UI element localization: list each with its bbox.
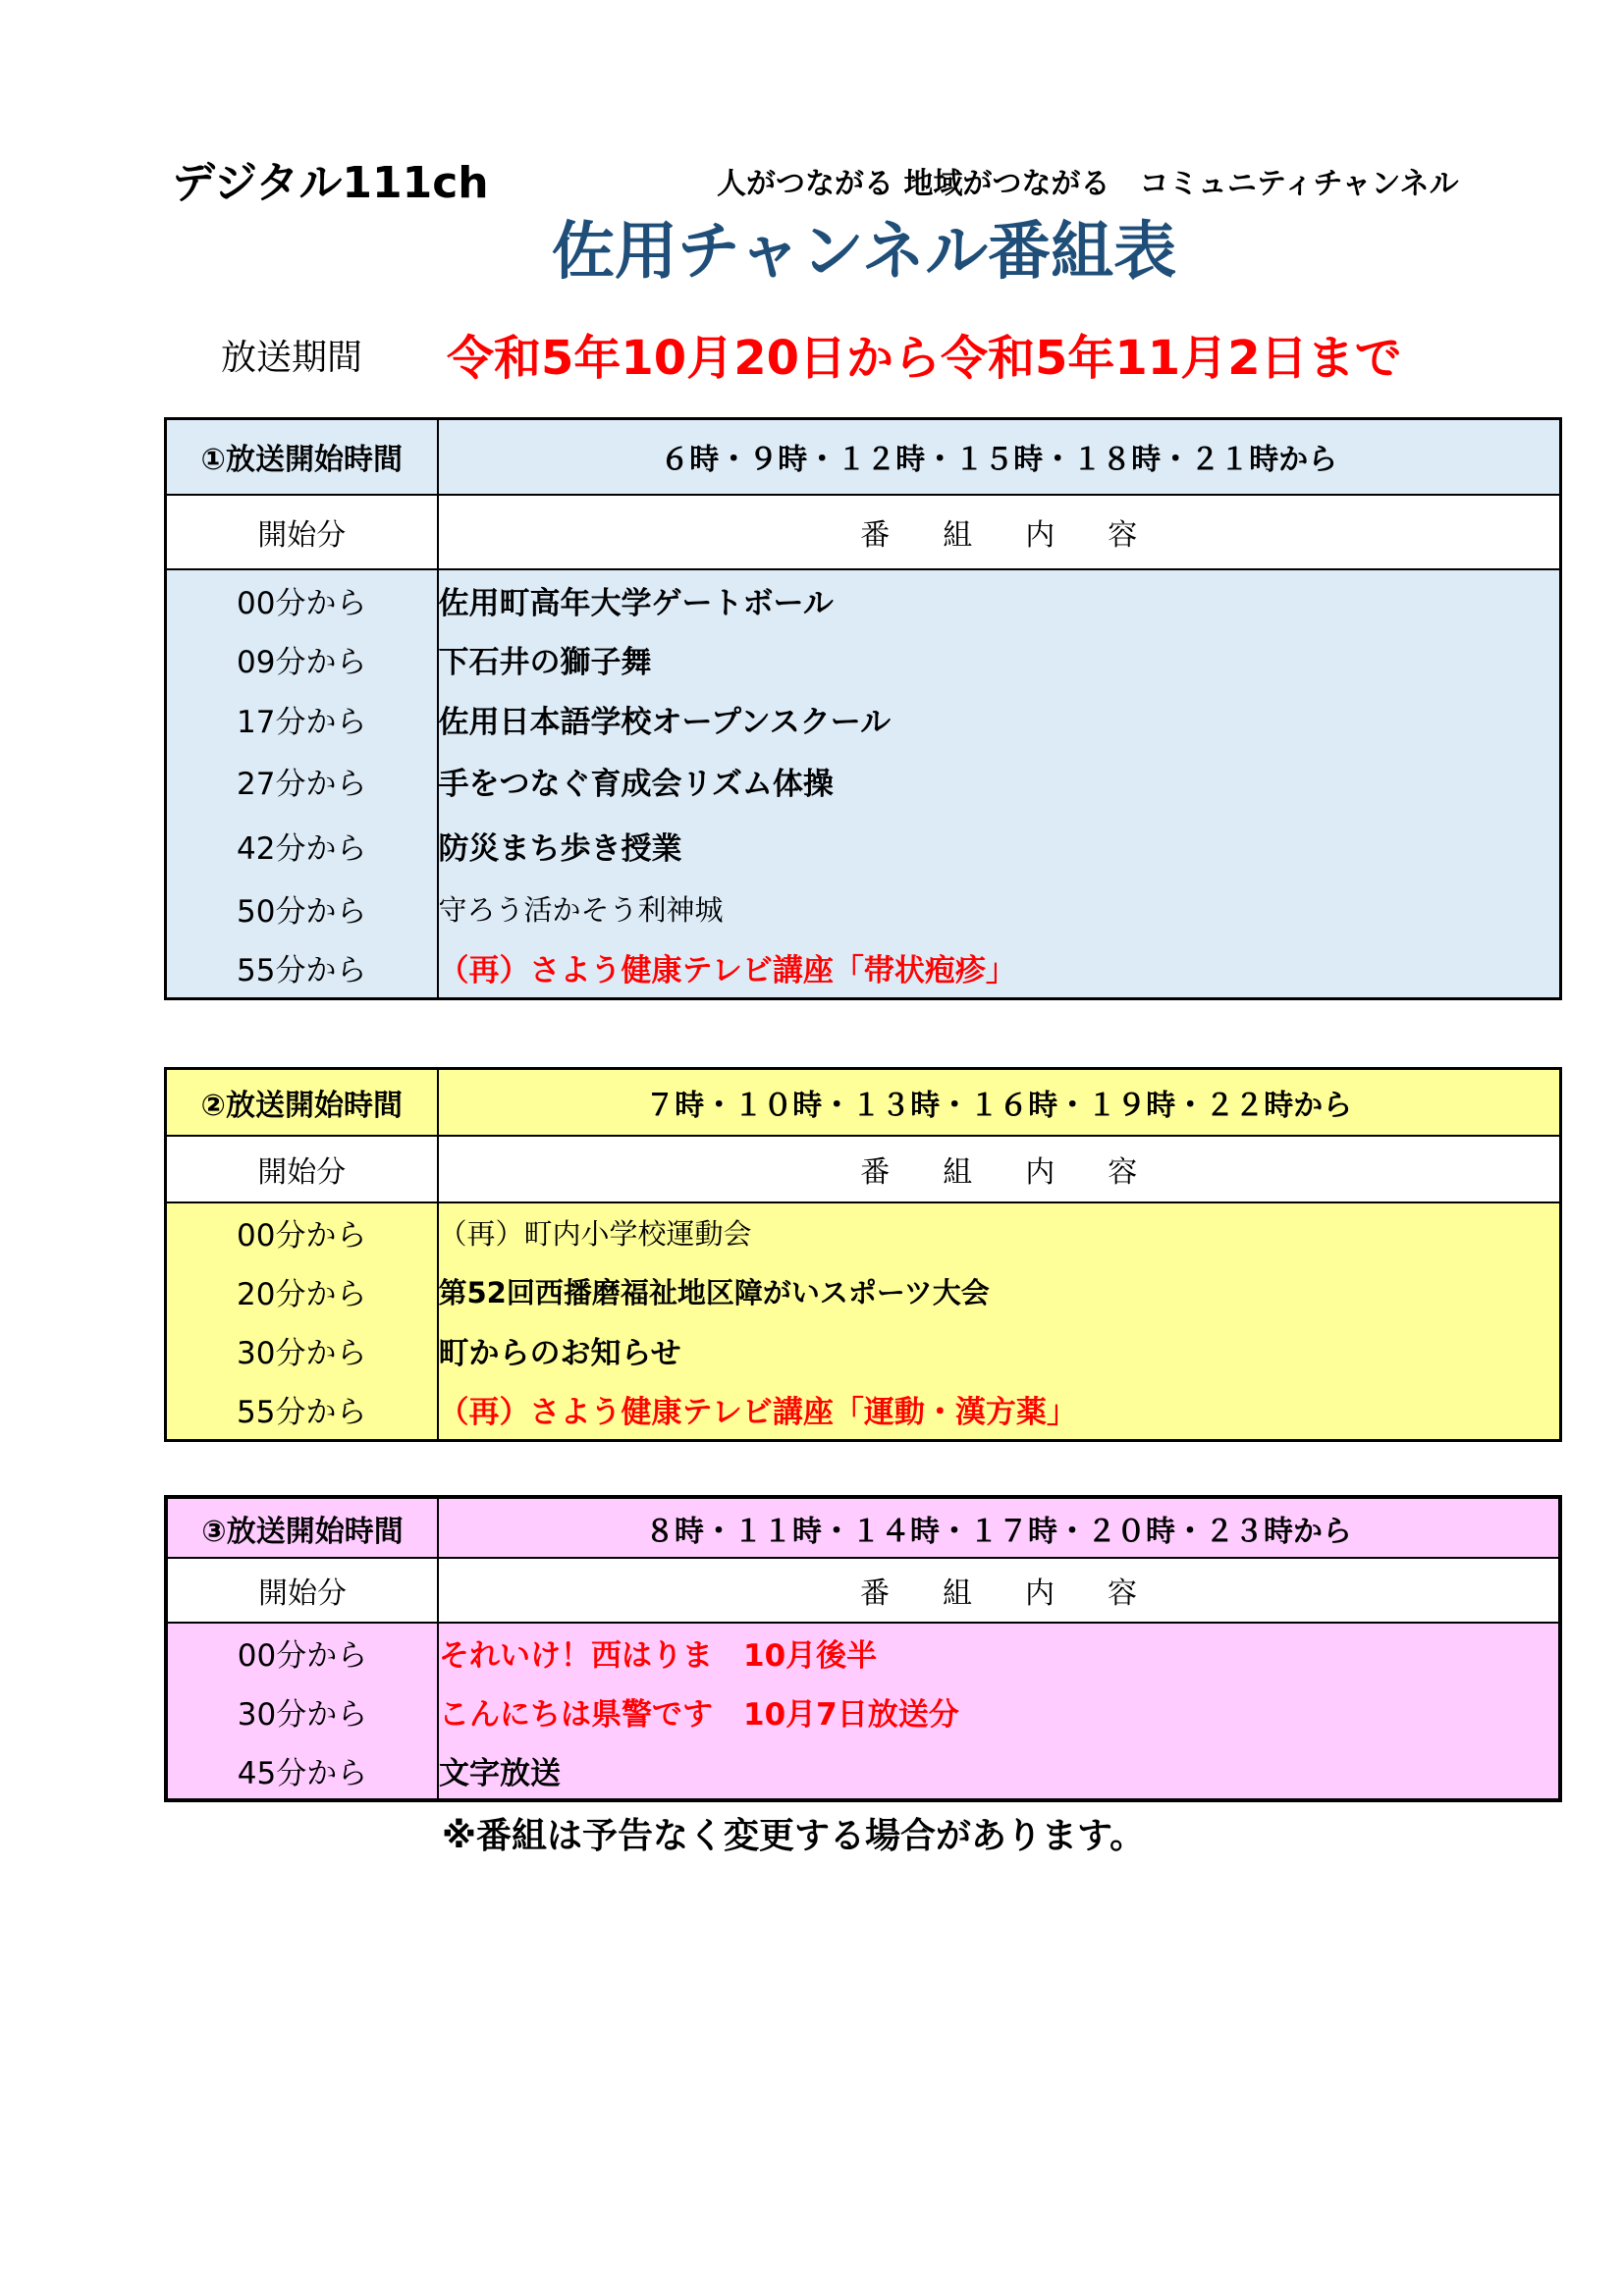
- start-minute: 17分から: [166, 689, 438, 749]
- start-minute: 42分から: [166, 814, 438, 879]
- table-row: [166, 1321, 1561, 1380]
- start-time-label: ③放送開始時間: [166, 1497, 438, 1558]
- start-minute: 00分から: [166, 1623, 438, 1682]
- schedule-table-1: [164, 417, 1562, 1000]
- program-title: （再）さよう健康テレビ講座「帯状疱疹」: [438, 938, 1561, 999]
- start-minute: 27分から: [166, 749, 438, 814]
- table-row: [166, 749, 1561, 814]
- table-row: [166, 1623, 1560, 1682]
- program-title: 佐用日本語学校オープンスクール: [438, 689, 1561, 749]
- schedule-change-notice: ※番組は予告なく変更する場合があります。: [442, 1816, 1146, 1856]
- program-title: 手をつなぐ育成会リズム体操: [438, 749, 1561, 814]
- program-title: それいけ！西はりま 10月後半: [438, 1623, 1560, 1682]
- start-time-label: ①放送開始時間: [166, 419, 438, 495]
- start-time-label: ②放送開始時間: [166, 1069, 438, 1136]
- broadcast-period-label: 放送期間: [221, 338, 363, 378]
- minute-column-header: 開始分: [166, 1558, 438, 1623]
- program-title: 守ろう活かそう利神城: [438, 879, 1561, 938]
- table-row: [166, 814, 1561, 879]
- table-row: [166, 1682, 1560, 1741]
- start-minute: 30分から: [166, 1321, 438, 1380]
- table-row: [166, 689, 1561, 749]
- start-times: ６時・９時・１２時・１５時・１８時・２１時から: [438, 419, 1561, 495]
- table-row: [166, 938, 1561, 999]
- minute-column-header: 開始分: [166, 1136, 438, 1202]
- table-row: [166, 1741, 1560, 1800]
- start-minute: 20分から: [166, 1262, 438, 1321]
- start-minute: 00分から: [166, 1202, 438, 1262]
- start-minute: 45分から: [166, 1741, 438, 1800]
- table-row: [166, 1380, 1561, 1441]
- program-title: 佐用町高年大学ゲートボール: [438, 569, 1561, 630]
- table-row: [166, 1202, 1561, 1262]
- schedule-table-2: [164, 1067, 1562, 1442]
- start-times: ７時・１０時・１３時・１６時・１９時・２２時から: [438, 1069, 1561, 1136]
- start-minute: 30分から: [166, 1682, 438, 1741]
- program-title: 下石井の獅子舞: [438, 630, 1561, 689]
- channel-slogan: 人がつながる 地域がつながる コミュニティチャンネル: [717, 167, 1459, 201]
- content-column-header: 番組内容: [438, 1558, 1560, 1623]
- program-title: （再）町内小学校運動会: [438, 1202, 1561, 1262]
- start-minute: 50分から: [166, 879, 438, 938]
- channel-number: デジタル111ch: [172, 158, 489, 208]
- table-row: [166, 569, 1561, 630]
- start-minute: 55分から: [166, 1380, 438, 1441]
- program-title: 第52回西播磨福祉地区障がいスポーツ大会: [438, 1262, 1561, 1321]
- schedule-table-3: [164, 1495, 1562, 1802]
- program-title: 町からのお知らせ: [438, 1321, 1561, 1380]
- table-row: [166, 1262, 1561, 1321]
- program-title: （再）さよう健康テレビ講座「運動・漢方薬」: [438, 1380, 1561, 1441]
- page-title: 佐用チャンネル番組表: [551, 216, 1177, 289]
- minute-column-header: 開始分: [166, 495, 438, 569]
- start-minute: 09分から: [166, 630, 438, 689]
- content-column-header: 番組内容: [438, 495, 1561, 569]
- program-title: 防災まち歩き授業: [438, 814, 1561, 879]
- content-column-header: 番組内容: [438, 1136, 1561, 1202]
- start-minute: 55分から: [166, 938, 438, 999]
- start-times: ８時・１１時・１４時・１７時・２０時・２３時から: [438, 1497, 1560, 1558]
- start-minute: 00分から: [166, 569, 438, 630]
- program-title: こんにちは県警です 10月7日放送分: [438, 1682, 1560, 1741]
- table-row: [166, 630, 1561, 689]
- table-row: [166, 879, 1561, 938]
- broadcast-period-value: 令和5年10月20日から令和5年11月2日まで: [447, 331, 1402, 386]
- program-title: 文字放送: [438, 1741, 1560, 1800]
